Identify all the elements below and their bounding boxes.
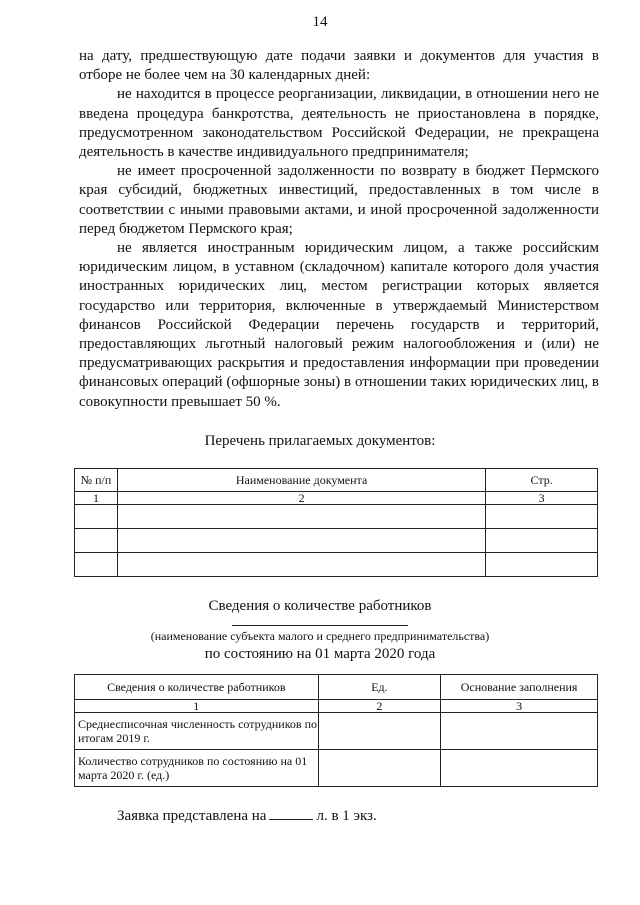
empty-cell: [486, 529, 598, 553]
documents-table: [74, 468, 598, 577]
paragraph-debt: не имеет просроченной задолженности по возврату в бюджет Пермского края субсидий, бюджетных инвестиций, предоставленных в том числе в соответствии с иными правовыми актами, и иной просроченной задолженности перед бюджетом Пермского края;: [79, 163, 599, 237]
docs-index-cell: 2: [117, 492, 485, 505]
docs-header-name: Наименование документа: [117, 469, 485, 492]
sheet-count-blank: [269, 807, 313, 820]
empty-cell: [75, 505, 118, 529]
empty-cell: [486, 553, 598, 577]
as-of-date: по состоянию на 01 марта 2020 года: [204, 646, 436, 662]
submission-line: [117, 807, 377, 825]
workers-row-basis: [441, 713, 598, 750]
workers-row-label: Среднесписочная численность сотрудников по итогам 2019 г.: [75, 713, 319, 750]
workers-table: [74, 674, 598, 787]
entity-caption: (наименование субъекта малого и среднего предпринимательства): [150, 629, 490, 643]
empty-cell: [117, 505, 485, 529]
table-row: [75, 505, 598, 529]
workers-row-basis: [441, 750, 598, 787]
table-row: [75, 713, 598, 750]
docs-index-cell: 1: [75, 492, 118, 505]
workers-row-label: Количество сотрудников по состоянию на 01 марта 2020 г. (ед.): [75, 750, 319, 787]
body-text: [79, 47, 599, 412]
table-row: [75, 529, 598, 553]
paragraph-intro: на дату, предшествующую дате подачи заявки и документов для участия в отборе не более чем на 30 календарных дней:: [79, 48, 599, 84]
submission-text-before: Заявка представлена на: [117, 808, 267, 824]
empty-cell: [486, 505, 598, 529]
workers-row-unit: [318, 713, 441, 750]
paragraph-foreign-entity: не является иностранным юридическим лицом, а также российским юридическим лицом, в уставном (складочном) капитале которого доля участия иностранных юридических лиц, местом регистрации которых является государство или территория, включенные в утверждаемый Министерством финансов Российской Федерации перечень государств и территорий, предоставляющих льготный налоговый режим налогообложения и (или) не предусматривающих раскрытия и предоставления информации при проведении финансовых операций (офшорные зоны) в отношении таких юридических лиц, в совокупности превышает 50 %.: [79, 240, 599, 410]
workers-header-info: Сведения о количестве работников: [75, 675, 319, 700]
table-row: [75, 750, 598, 787]
workers-index-cell: 3: [441, 700, 598, 713]
workers-header-unit: Ед.: [318, 675, 441, 700]
paragraph-reorganization: не находится в процессе реорганизации, ликвидации, в отношении него не введена процедура банкротства, деятельность не приостановлена в порядке, предусмотренном законодательством Российской Федерации, не прекращена деятельность в качестве индивидуального предпринимателя;: [79, 86, 599, 161]
workers-index-cell: 1: [75, 700, 319, 713]
workers-heading: Сведения о количестве работников: [208, 598, 432, 614]
workers-index-cell: 2: [318, 700, 441, 713]
entity-name-line: [232, 625, 408, 626]
empty-cell: [117, 529, 485, 553]
docs-header-number: № п/п: [75, 469, 118, 492]
workers-header-basis: Основание заполнения: [441, 675, 598, 700]
page-number: 14: [312, 14, 328, 30]
submission-text-after: л. в 1 экз.: [316, 808, 377, 824]
empty-cell: [75, 553, 118, 577]
docs-index-cell: 3: [486, 492, 598, 505]
empty-cell: [75, 529, 118, 553]
documents-heading: Перечень прилагаемых документов:: [204, 433, 436, 449]
empty-cell: [117, 553, 485, 577]
workers-row-unit: [318, 750, 441, 787]
table-row: [75, 553, 598, 577]
docs-header-page: Стр.: [486, 469, 598, 492]
